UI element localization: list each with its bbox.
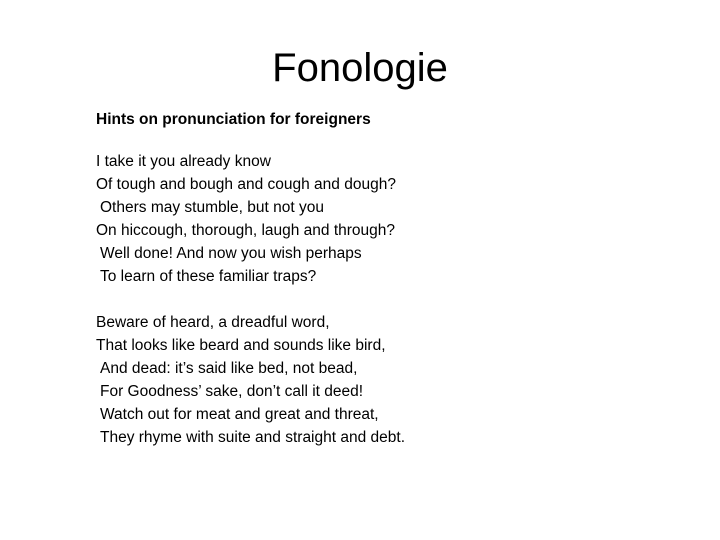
slide-title: Fonologie: [272, 46, 448, 90]
poem-line: On hiccough, thorough, laugh and through?: [96, 222, 396, 239]
poem-line: That looks like beard and sounds like bird,: [96, 337, 386, 354]
stanza-1: [96, 150, 676, 288]
poem-line: Others may stumble, but not you: [100, 199, 324, 216]
poem-line: They rhyme with suite and straight and debt.: [100, 429, 405, 446]
poem-line: Of tough and bough and cough and dough?: [96, 176, 396, 193]
poem-line: For Goodness’ sake, don’t call it deed!: [100, 383, 364, 400]
poem-title: Hints on pronunciation for foreigners: [96, 111, 371, 128]
slide-body: [96, 108, 676, 472]
poem-line: I take it you already know: [96, 153, 271, 170]
poem-line: To learn of these familiar traps?: [100, 268, 317, 285]
stanza-2: [96, 311, 676, 449]
poem-line: Well done! And now you wish perhaps: [100, 245, 362, 262]
poem-line: And dead: it’s said like bed, not bead,: [100, 360, 358, 377]
poem-line: Watch out for meat and great and threat,: [100, 406, 379, 423]
poem-line: Beware of heard, a dreadful word,: [96, 314, 330, 331]
